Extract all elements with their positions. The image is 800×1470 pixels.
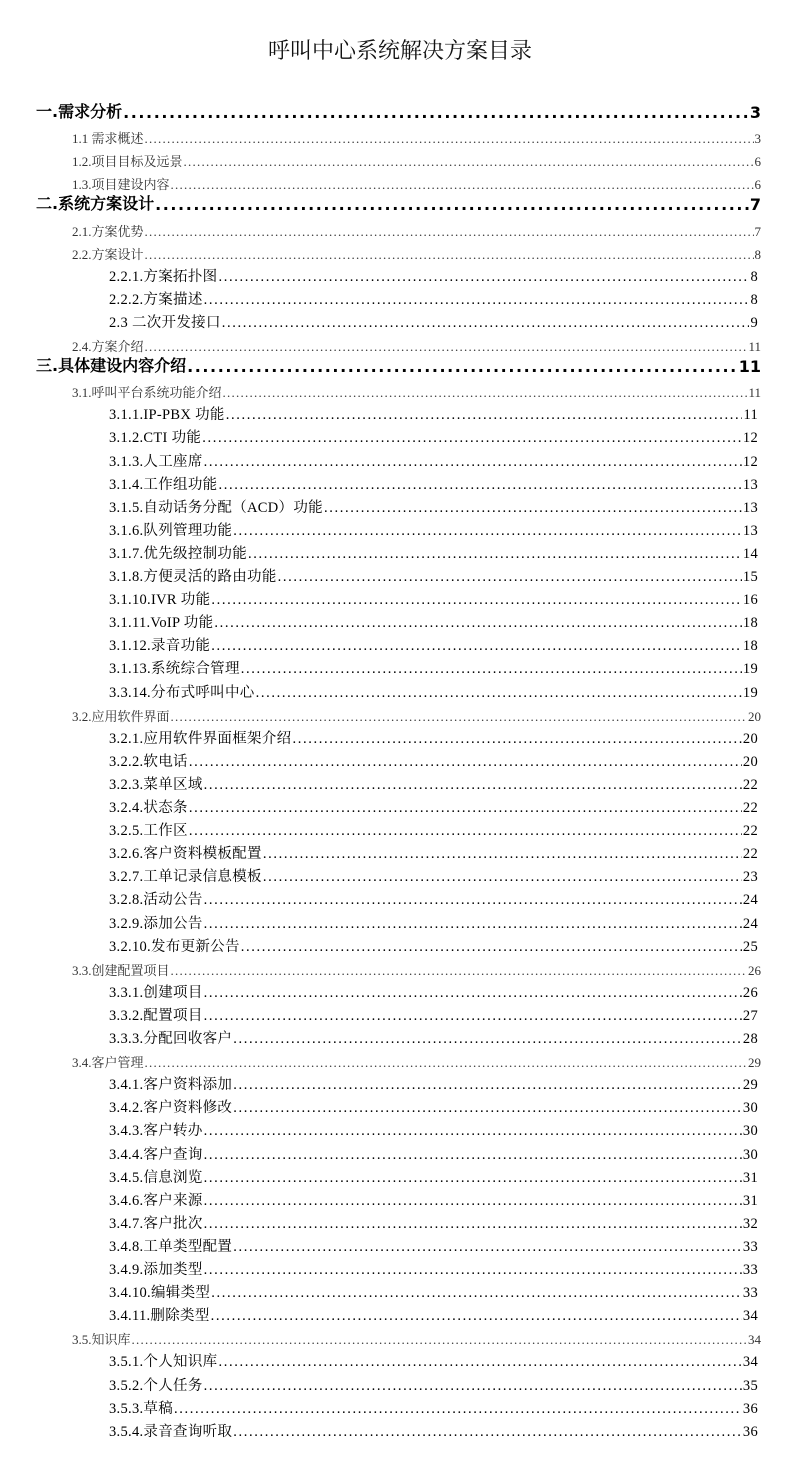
toc-entry-level-3[interactable] <box>109 633 758 655</box>
toc-entry-label: 3.2.7.工单记录信息模板 <box>109 869 262 886</box>
toc-entry-label: 1.1 需求概述 <box>72 131 144 147</box>
dot-leader <box>145 342 748 355</box>
dot-leader <box>202 433 742 448</box>
dot-leader <box>204 1380 742 1395</box>
toc-entry-label: 3.2.3.菜单区域 <box>109 776 203 793</box>
dot-leader <box>204 1218 742 1233</box>
toc-entry-level-3[interactable] <box>109 402 758 424</box>
dot-leader <box>204 1126 742 1141</box>
toc-entry-label: 3.4.10.编辑类型 <box>109 1285 211 1302</box>
toc-entry-page-number: 30 <box>742 1100 758 1117</box>
toc-entry-label: 2.1.方案优势 <box>72 223 144 239</box>
dot-leader <box>171 966 747 979</box>
dot-leader <box>184 157 754 170</box>
dot-leader <box>233 1426 742 1441</box>
dot-leader <box>204 1195 742 1210</box>
toc-entry-page-number: 13 <box>742 499 758 516</box>
dot-leader <box>204 456 742 471</box>
toc-entry-label: 3.2.4.状态条 <box>109 800 188 816</box>
toc-entry-label: 3.4.5.信息浏览 <box>109 1169 203 1186</box>
toc-entry-page-number: 30 <box>742 1146 758 1163</box>
toc-entry-level-3[interactable] <box>109 541 758 563</box>
toc-entry-page-number: 7 <box>754 223 761 239</box>
toc-entry-page-number: 8 <box>750 291 758 308</box>
dot-leader <box>233 525 742 540</box>
dot-leader <box>223 388 748 401</box>
dot-leader <box>145 1058 747 1071</box>
toc-entry-page-number: 28 <box>742 1031 758 1047</box>
toc-entry-level-3[interactable] <box>109 1165 758 1187</box>
toc-entry-level-3[interactable] <box>109 1396 758 1418</box>
toc-entry-page-number: 27 <box>742 1007 758 1024</box>
toc-entry-level-2[interactable] <box>72 703 761 725</box>
toc-entry-label: 2.2.2.方案描述 <box>109 291 203 308</box>
toc-entry-label: 3.1.11.VoIP 功能 <box>109 615 214 632</box>
dot-leader <box>233 1080 742 1095</box>
toc-entry-level-3[interactable] <box>109 1003 758 1025</box>
dot-leader <box>218 271 749 286</box>
toc-entry-page-number: 29 <box>742 1077 758 1094</box>
toc-entry-level-3[interactable] <box>109 841 758 863</box>
toc-entry-level-3[interactable] <box>109 1280 758 1302</box>
dot-leader <box>204 1149 742 1164</box>
dot-leader <box>145 250 754 263</box>
toc-entry-label: 3.3.14.分布式呼叫中心 <box>109 684 255 701</box>
dot-leader <box>204 918 742 933</box>
toc-entry-page-number: 25 <box>742 938 758 955</box>
toc-entry-level-2[interactable] <box>72 125 761 147</box>
toc-entry-label: 3.4.3.客户转办 <box>109 1123 203 1140</box>
dot-leader <box>145 134 754 147</box>
toc-entry-level-3[interactable] <box>109 1072 758 1094</box>
toc-entry-label: 3.5.知识库 <box>72 1332 131 1348</box>
toc-entry-page-number: 6 <box>754 154 761 170</box>
toc-entry-label: 3.2.5.工作区 <box>109 823 188 840</box>
dot-leader <box>187 360 738 376</box>
toc-entry-page-number: 19 <box>742 661 758 678</box>
toc-entry-page-number: 32 <box>742 1215 758 1232</box>
toc-entry-level-3[interactable] <box>109 1026 758 1048</box>
dot-leader <box>233 1241 742 1256</box>
toc-entry-page-number: 7 <box>749 195 761 215</box>
toc-entry-page-number: 18 <box>742 615 758 632</box>
toc-entry-label: 3.4.4.客户查询 <box>109 1146 203 1163</box>
toc-entry-level-3[interactable] <box>109 1211 758 1233</box>
toc-entry-level-3[interactable] <box>109 310 758 332</box>
toc-entry-page-number: 22 <box>742 800 758 816</box>
toc-entry-level-1[interactable] <box>36 100 761 122</box>
toc-entry-page-number: 36 <box>742 1423 758 1440</box>
toc-entry-page-number: 34 <box>742 1354 758 1371</box>
toc-entry-level-3[interactable] <box>109 1303 758 1325</box>
toc-entry-page-number: 31 <box>742 1192 758 1209</box>
toc-entry-page-number: 24 <box>742 915 758 932</box>
dot-leader <box>211 1311 742 1326</box>
toc-entry-label: 3.1.3.人工座席 <box>109 453 203 470</box>
dot-leader <box>211 641 742 656</box>
dot-leader <box>256 687 742 702</box>
toc-entry-label: 3.5.2.个人任务 <box>109 1377 203 1394</box>
toc-entry-label: 三.具体建设内容介绍 <box>36 356 187 376</box>
toc-entry-label: 2.4.方案介绍 <box>72 339 144 354</box>
toc-entry-page-number: 19 <box>742 684 758 701</box>
toc-entry-level-2[interactable] <box>72 148 761 170</box>
dot-leader <box>241 664 742 679</box>
toc-entry-level-3[interactable] <box>109 864 758 886</box>
toc-entry-page-number: 31 <box>742 1169 758 1186</box>
toc-entry-label: 3.3.1.创建项目 <box>109 984 203 1001</box>
dot-leader <box>189 756 742 771</box>
toc-entry-label: 3.1.4.工作组功能 <box>109 476 218 493</box>
toc-entry-level-2[interactable] <box>72 333 761 355</box>
toc-entry-label: 1.2.项目目标及远景 <box>72 154 183 170</box>
toc-entry-label: 3.1.2.CTI 功能 <box>109 430 202 447</box>
toc-entry-label: 二.系统方案设计 <box>36 194 155 214</box>
toc-entry-level-3[interactable] <box>109 1419 758 1441</box>
toc-entry-level-3[interactable] <box>109 1349 758 1371</box>
dot-leader <box>204 895 742 910</box>
toc-entry-level-3[interactable] <box>109 287 758 309</box>
dot-leader <box>233 1103 742 1118</box>
toc-entry-level-3[interactable] <box>109 680 758 702</box>
toc-entry-page-number: 36 <box>742 1400 758 1417</box>
toc-entry-page-number: 15 <box>742 569 758 585</box>
toc-entry-label: 2.2.1.方案拓扑图 <box>109 268 218 285</box>
toc-entry-label: 2.3 二次开发接口 <box>109 314 221 331</box>
toc-entry-level-3[interactable] <box>109 587 758 609</box>
toc-entry-level-1[interactable] <box>36 354 761 376</box>
toc-entry-label: 3.1.10.IVR 功能 <box>109 592 211 609</box>
toc-entry-page-number: 29 <box>748 1055 761 1071</box>
dot-leader <box>278 572 742 587</box>
toc-entry-label: 3.2.8.活动公告 <box>109 892 203 909</box>
dot-leader <box>123 106 749 122</box>
dot-leader <box>189 803 742 818</box>
dot-leader <box>263 872 742 887</box>
dot-leader <box>233 1034 742 1049</box>
toc-entry-label: 3.4.11.删除类型 <box>109 1308 210 1325</box>
toc-entry-label: 3.4.8.工单类型配置 <box>109 1238 233 1255</box>
toc-entry-level-3[interactable] <box>109 726 758 748</box>
toc-entry-label: 3.3.2.配置项目 <box>109 1007 203 1024</box>
toc-entry-label: 3.1.8.方便灵活的路由功能 <box>109 569 277 585</box>
toc-entry-level-3[interactable] <box>109 934 758 956</box>
toc-entry-page-number: 33 <box>742 1262 758 1278</box>
toc-entry-page-number: 26 <box>748 962 761 978</box>
toc-entry-level-3[interactable] <box>109 911 758 933</box>
toc-entry-label: 3.4.1.客户资料添加 <box>109 1077 233 1094</box>
toc-entry-page-number: 35 <box>742 1377 758 1394</box>
dot-leader <box>324 502 742 517</box>
toc-entry-label: 3.4.客户管理 <box>72 1055 144 1071</box>
toc-entry-page-number: 3 <box>754 131 761 147</box>
dot-leader <box>218 1357 741 1372</box>
toc-entry-level-3[interactable] <box>109 980 758 1002</box>
toc-entry-label: 1.3.项目建设内容 <box>72 177 170 193</box>
toc-entry-page-number: 22 <box>742 846 758 863</box>
toc-entry-level-3[interactable] <box>109 264 758 286</box>
toc-entry-label: 3.2.2.软电话 <box>109 753 188 770</box>
toc-entry-level-3[interactable] <box>109 495 758 517</box>
toc-entry-level-2[interactable] <box>72 171 761 193</box>
toc-entry-label: 3.2.1.应用软件界面框架介绍 <box>109 730 292 747</box>
toc-entry-page-number: 22 <box>742 776 758 793</box>
toc-entry-page-number: 22 <box>742 823 758 840</box>
toc-entry-level-3[interactable] <box>109 1234 758 1256</box>
toc-entry-page-number: 30 <box>742 1123 758 1140</box>
toc-entry-page-number: 14 <box>742 545 758 562</box>
dot-leader <box>241 941 742 956</box>
toc-entry-level-3[interactable] <box>109 564 758 586</box>
dot-leader <box>226 410 743 425</box>
toc-entry-label: 3.4.7.客户批次 <box>109 1215 203 1232</box>
dot-leader <box>189 826 742 841</box>
dot-leader <box>211 595 742 610</box>
document-title: 呼叫中心系统解决方案目录 <box>267 39 532 64</box>
toc-entry-page-number: 20 <box>742 753 758 770</box>
toc-entry-page-number: 20 <box>742 730 758 747</box>
toc-entry-level-3[interactable] <box>109 818 758 840</box>
toc-entry-level-3[interactable] <box>109 610 758 632</box>
toc-entry-label: 2.2.方案设计 <box>72 246 144 262</box>
toc-entry-level-3[interactable] <box>109 1142 758 1164</box>
toc-entry-level-2[interactable] <box>72 1049 761 1071</box>
dot-leader <box>174 1403 742 1418</box>
toc-entry-label: 3.5.3.草稿 <box>109 1400 174 1417</box>
toc-entry-level-2[interactable] <box>72 218 761 240</box>
toc-entry-page-number: 33 <box>742 1285 758 1302</box>
toc-entry-page-number: 34 <box>748 1332 761 1348</box>
toc-entry-label: 3.3.3.分配回收客户 <box>109 1031 233 1047</box>
dot-leader <box>204 779 742 794</box>
toc-entry-level-1[interactable] <box>36 192 761 214</box>
toc-entry-label: 3.2.应用软件界面 <box>72 708 170 724</box>
dot-leader <box>171 712 747 725</box>
toc-entry-page-number: 12 <box>742 453 758 470</box>
toc-entry-level-2[interactable] <box>72 957 761 979</box>
dot-leader <box>248 548 742 563</box>
toc-entry-page-number: 9 <box>750 314 758 331</box>
toc-entry-label: 3.5.1.个人知识库 <box>109 1354 218 1371</box>
toc-entry-level-3[interactable] <box>109 449 758 471</box>
dot-leader <box>292 733 741 748</box>
toc-entry-page-number: 26 <box>742 984 758 1001</box>
toc-entry-page-number: 11 <box>743 407 758 424</box>
toc-entry-label: 3.5.4.录音查询听取 <box>109 1423 233 1440</box>
toc-entry-level-3[interactable] <box>109 518 758 540</box>
dot-leader <box>204 1265 742 1280</box>
toc-entry-level-3[interactable] <box>109 772 758 794</box>
dot-leader <box>218 479 741 494</box>
toc-entry-page-number: 24 <box>742 892 758 909</box>
toc-entry-level-3[interactable] <box>109 795 758 817</box>
dot-leader <box>222 317 750 332</box>
dot-leader <box>155 198 749 214</box>
dot-leader <box>263 849 742 864</box>
toc-entry-label: 3.1.呼叫平台系统功能介绍 <box>72 385 222 401</box>
toc-entry-page-number: 11 <box>748 385 761 401</box>
toc-entry-page-number: 6 <box>754 177 761 193</box>
toc-entry-page-number: 23 <box>742 869 758 886</box>
toc-entry-level-3[interactable] <box>109 1257 758 1279</box>
toc-entry-level-3[interactable] <box>109 1118 758 1140</box>
toc-entry-label: 3.2.10.发布更新公告 <box>109 938 240 955</box>
toc-entry-label: 3.3.创建配置项目 <box>72 962 170 978</box>
toc-entry-label: 3.1.7.优先级控制功能 <box>109 545 248 562</box>
toc-entry-level-3[interactable] <box>109 425 758 447</box>
toc-entry-page-number: 11 <box>738 357 761 377</box>
dot-leader <box>132 1335 747 1348</box>
toc-entry-level-3[interactable] <box>109 472 758 494</box>
toc-entry-page-number: 13 <box>742 476 758 493</box>
toc-entry-page-number: 13 <box>742 522 758 539</box>
toc-entry-label: 3.4.6.客户来源 <box>109 1192 203 1209</box>
toc-entry-level-2[interactable] <box>72 241 761 263</box>
toc-entry-page-number: 11 <box>748 339 761 354</box>
toc-entry-label: 3.1.12.录音功能 <box>109 638 211 655</box>
toc-entry-label: 3.2.9.添加公告 <box>109 915 203 932</box>
dot-leader <box>204 987 742 1002</box>
toc-entry-label: 3.4.2.客户资料修改 <box>109 1100 233 1117</box>
toc-entry-level-3[interactable] <box>109 656 758 678</box>
toc-entry-page-number: 8 <box>754 246 761 262</box>
toc-entry-label: 3.2.6.客户资料模板配置 <box>109 846 262 863</box>
dot-leader <box>145 227 754 240</box>
toc-entry-label: 一.需求分析 <box>36 102 123 121</box>
toc-entry-label: 3.1.5.自动话务分配（ACD）功能 <box>109 499 323 516</box>
dot-leader <box>204 294 750 309</box>
toc-entry-label: 3.1.6.队列管理功能 <box>109 522 233 539</box>
toc-entry-level-2[interactable] <box>72 1326 761 1348</box>
toc-entry-page-number: 18 <box>742 638 758 655</box>
dot-leader <box>204 1172 742 1187</box>
toc-entry-label: 3.4.9.添加类型 <box>109 1262 203 1278</box>
toc-entry-page-number: 12 <box>742 430 758 447</box>
dot-leader <box>204 1010 742 1025</box>
toc-entry-level-3[interactable] <box>109 1188 758 1210</box>
toc-entry-level-3[interactable] <box>109 749 758 771</box>
toc-entry-page-number: 16 <box>742 592 758 609</box>
toc-entry-level-3[interactable] <box>109 887 758 909</box>
toc-entry-label: 3.1.1.IP-PBX 功能 <box>109 407 225 424</box>
toc-entry-level-3[interactable] <box>109 1095 758 1117</box>
dot-leader <box>214 618 742 633</box>
toc-entry-page-number: 3 <box>749 103 761 122</box>
toc-entry-page-number: 20 <box>748 708 761 724</box>
toc-entry-level-2[interactable] <box>72 379 761 401</box>
toc-entry-label: 3.1.13.系统综合管理 <box>109 661 240 678</box>
dot-leader <box>211 1288 742 1303</box>
dot-leader <box>171 180 754 193</box>
toc-entry-page-number: 8 <box>750 268 758 285</box>
toc-entry-page-number: 33 <box>742 1238 758 1255</box>
toc-entry-page-number: 34 <box>742 1308 758 1325</box>
toc-entry-level-3[interactable] <box>109 1373 758 1395</box>
